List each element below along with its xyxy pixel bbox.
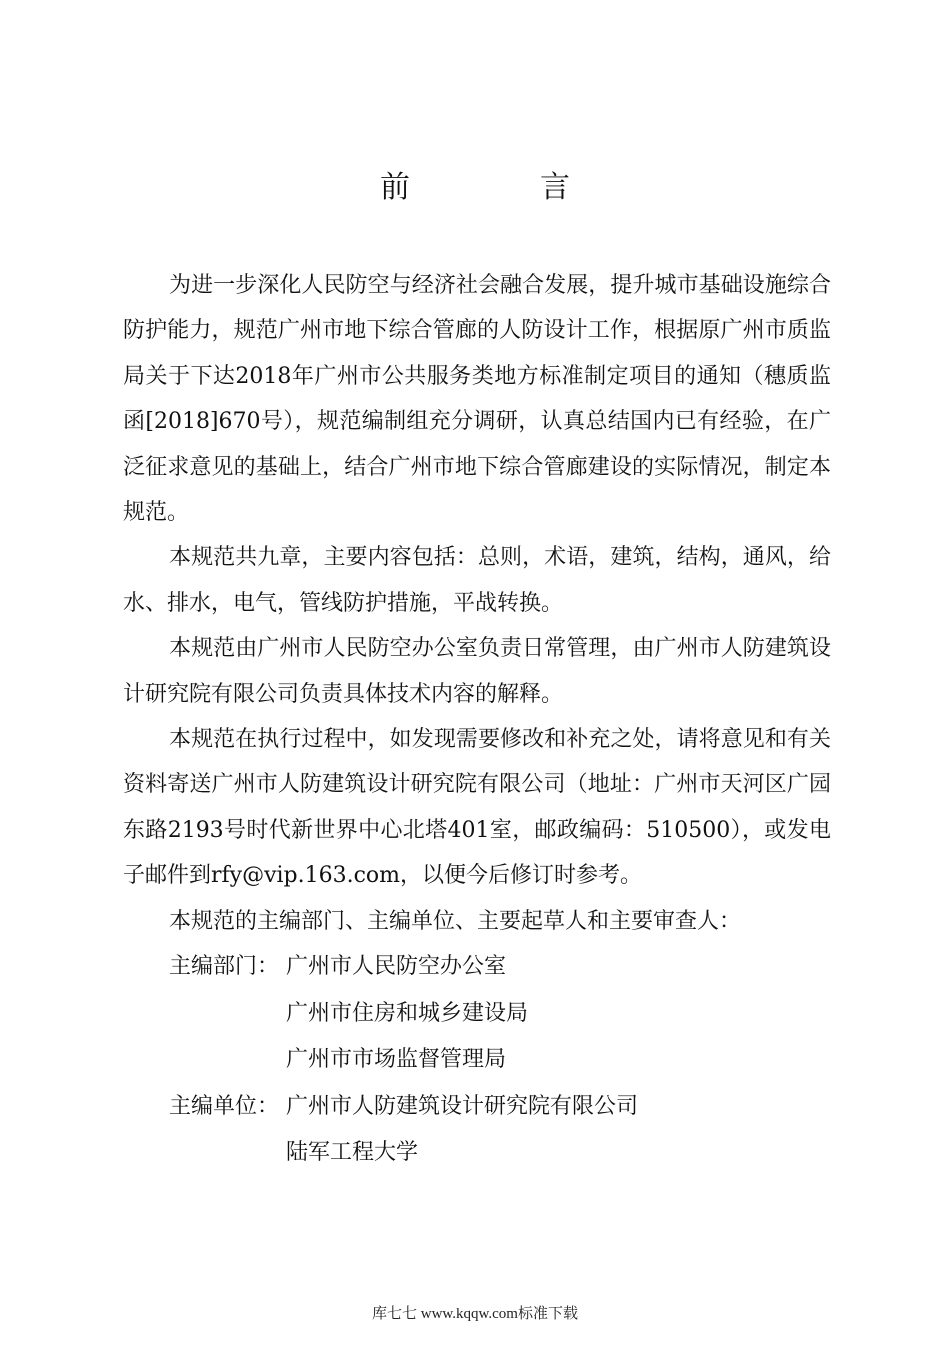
department-item: 广州市市场监督管理局 <box>286 1047 507 1073</box>
unit-item: 陆军工程大学 <box>286 1140 419 1166</box>
document-body <box>123 263 831 1177</box>
department-row <box>123 944 831 991</box>
department-item: 广州市住房和城乡建设局 <box>286 1000 529 1026</box>
footer-watermark: 库七七 www.kqqw.com标准下载 <box>372 1306 578 1322</box>
unit-label: 主编单位： <box>169 1093 280 1119</box>
paragraph-chapters: 本规范共九章，主要内容包括：总则，术语，建筑，结构，通风，给水、排水，电气，管线防护措施，平战转换。 <box>123 545 831 616</box>
unit-item: 广州市人防建筑设计研究院有限公司 <box>286 1093 639 1119</box>
paragraph-management: 本规范由广州市人民防空办公室负责日常管理，由广州市人防建筑设计研究院有限公司负责具体技术内容的解释。 <box>123 636 831 707</box>
unit-row <box>123 1130 831 1177</box>
unit-row <box>123 1084 831 1131</box>
paragraph-intro: 为进一步深化人民防空与经济社会融合发展，提升城市基础设施综合防护能力，规范广州市地下综合管廊的人防设计工作，根据原广州市质监局关于下达2018年广州市公共服务类地方标准制定项目的通知（穗质监函[2018]670号），规范编制组充分调研，认真总结国内已有经验，在广泛征求意见的基础上，结合广州市地下综合管廊建设的实际情况，制定本规范。 <box>123 273 831 526</box>
page-title: 前 言 <box>380 170 620 205</box>
department-row <box>123 991 831 1038</box>
paragraph-editors-intro: 本规范的主编部门、主编单位、主要起草人和主要审查人： <box>169 908 742 934</box>
department-label: 主编部门： <box>169 954 280 980</box>
department-row <box>123 1037 831 1084</box>
paragraph-feedback: 本规范在执行过程中，如发现需要修改和补充之处，请将意见和有关资料寄送广州市人防建筑设计研究院有限公司（地址：广州市天河区广园东路2193号时代新世界中心北塔401室，邮政编码：510500），或发电子邮件到rfy@vip.163.com，以便今后修订时参考。 <box>123 727 831 889</box>
department-item: 广州市人民防空办公室 <box>286 954 507 980</box>
